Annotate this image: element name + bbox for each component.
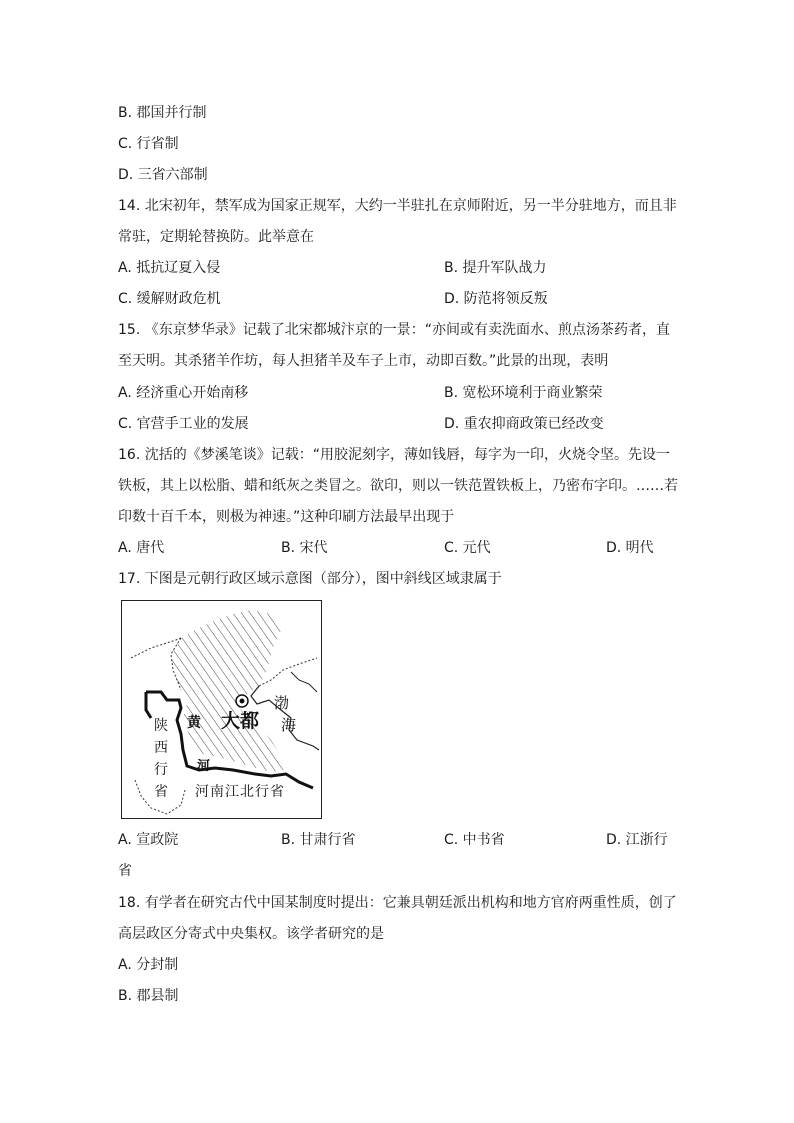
q17-option-b: B. 甘肃行省 [281, 832, 356, 848]
capital-dot-icon [240, 699, 245, 704]
label-bo: 渤 [274, 694, 290, 712]
q18-option-a: A. 分封制 [118, 957, 179, 973]
q13-option-c: C. 行省制 [118, 136, 179, 152]
label-shaan: 陕 [154, 718, 168, 734]
q13-option-d: D. 三省六部制 [118, 167, 208, 183]
label-dadu: 大都 [221, 710, 260, 732]
q15-stem-line2: 至天明。其杀猪羊作坊，每人担猪羊及车子上市，动即百数。”此景的出现，表明 [118, 353, 609, 369]
label-he: 河 [197, 759, 211, 774]
q16-stem-line3: 印数十百千本，则极为神速。”这种印刷方法最早出现于 [118, 509, 455, 525]
label-hai: 海 [281, 716, 297, 734]
q15-option-b: B. 宽松环境利于商业繁荣 [444, 385, 603, 401]
q16-stem-line1: 16. 沈括的《梦溪笔谈》记载：“用胶泥刻字，薄如钱唇，每字为一印，火烧令坚。先设一 [118, 447, 670, 463]
q14-option-d: D. 防范将领反叛 [444, 291, 548, 307]
q14-stem-line1: 14. 北宋初年，禁军成为国家正规军，大约一半驻扎在京师附近，另一半分驻地方，而且非 [118, 198, 677, 214]
map-figure [121, 600, 322, 819]
q18-stem-line2: 高层政区分寄式中央集权。该学者研究的是 [118, 926, 384, 942]
label-xi: 西 [154, 740, 168, 756]
q14-option-b: B. 提升军队战力 [444, 260, 547, 276]
q15-option-a: A. 经济重心开始南移 [118, 385, 249, 401]
q13-option-b: B. 郡国并行制 [118, 105, 207, 121]
q17-option-a: A. 宣政院 [118, 832, 179, 848]
q18-option-b: B. 郡县制 [118, 988, 179, 1004]
q15-option-c: C. 官营手工业的发展 [118, 416, 249, 432]
label-henan-jiangbei: 河南江北行省 [195, 784, 285, 800]
label-sheng: 省 [154, 784, 168, 800]
q15-stem-line1: 15. 《东京梦华录》记载了北宋都城汴京的一景：“亦间或有卖洗面水、煎点汤茶药者，直 [118, 322, 670, 338]
label-xing: 行 [154, 762, 168, 778]
yuan-administrative-map [121, 600, 322, 819]
q14-stem-line2: 常驻，定期轮替换防。此举意在 [118, 229, 314, 245]
q14-option-c: C. 缓解财政危机 [118, 291, 221, 307]
q15-option-d: D. 重农抑商政策已经改变 [444, 416, 604, 432]
q14-option-a: A. 抵抗辽夏入侵 [118, 260, 221, 276]
q17-option-d-wrap: 省 [118, 863, 132, 879]
q17-option-d: D. 江浙行 [606, 832, 668, 848]
q17-stem-line1: 17. 下图是元朝行政区域示意图（部分），图中斜线区域隶属于 [118, 571, 502, 587]
label-huang: 黄 [187, 715, 201, 731]
q16-option-b: B. 宋代 [281, 540, 328, 556]
q16-option-a: A. 唐代 [118, 540, 165, 556]
q16-option-d: D. 明代 [606, 540, 654, 556]
q17-option-c: C. 中书省 [444, 832, 505, 848]
q16-stem-line2: 铁板，其上以松脂、蜡和纸灰之类冒之。欲印，则以一铁范置铁板上，乃密布字印。……若 [118, 478, 678, 494]
q18-stem-line1: 18. 有学者在研究古代中国某制度时提出：它兼具朝廷派出机构和地方官府两重性质，创了 [118, 895, 677, 911]
q16-option-c: C. 元代 [444, 540, 491, 556]
